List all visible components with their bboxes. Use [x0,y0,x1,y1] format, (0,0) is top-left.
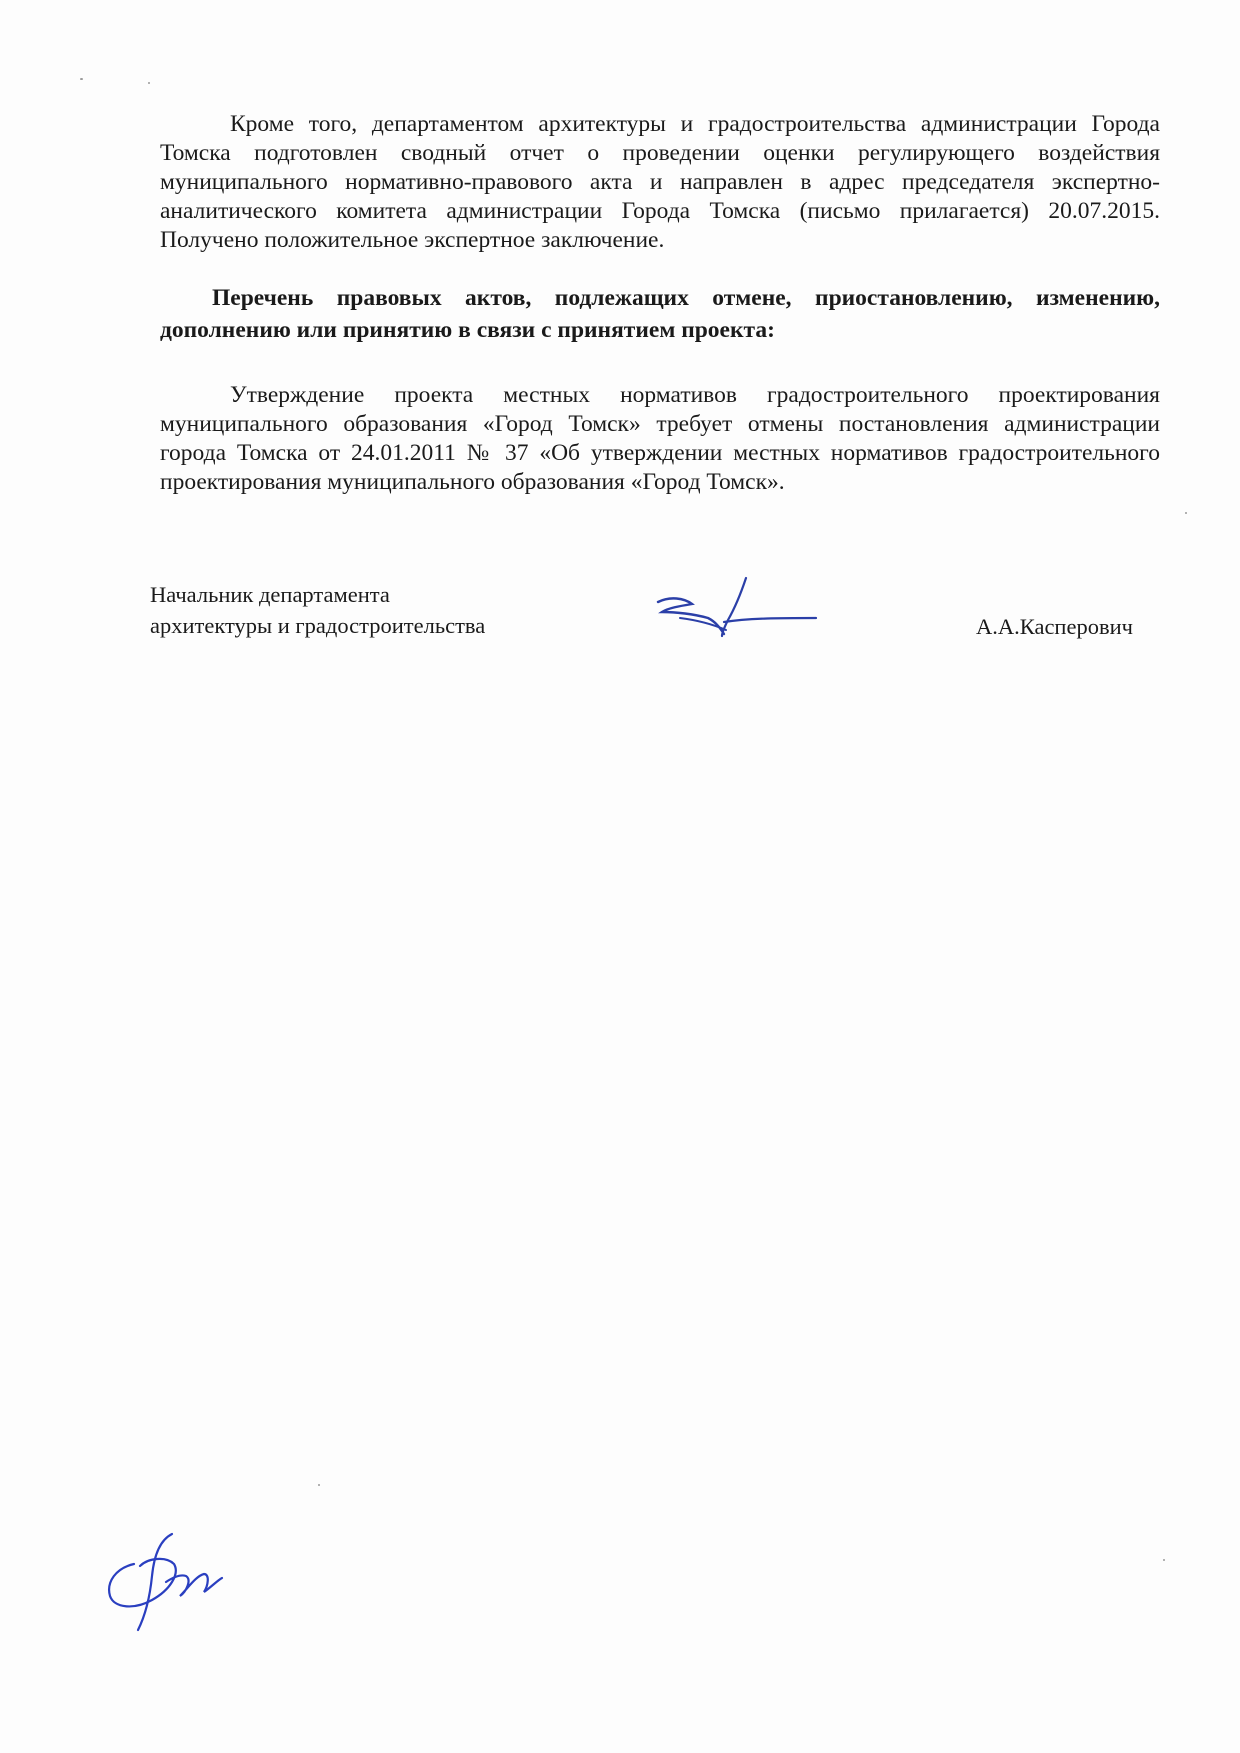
scan-speck [80,78,83,80]
scan-speck [318,1484,320,1486]
handwritten-initials-icon [100,1530,230,1635]
section-heading-legal-acts: Перечень правовых актов, подлежащих отмене, приостановлению, изменению, дополнению или принятию в связи с принятием проекта: [160,285,1160,343]
signatory-position-line-1: Начальник департамента [150,582,390,607]
signatory-position-line-2: архитектуры и градостроительства [150,613,486,638]
signatory-name: А.А.Касперович [976,614,1133,639]
paragraph-report-summary: Кроме того, департаментом архитектуры и градостроительства администрации Города Томска подготовлен сводный отчет о проведении оценки регулирующего воздействия муниципального нормативно-правового акта и направлен в адрес председателя экспертно-аналитического комитета администрации Города Томска (письмо прилагается) 20.07.2015. Получено положительное экспертное заключение. [160,111,1160,253]
paragraph-acts-to-cancel: Утверждение проекта местных нормативов градостроительного проектирования муниципального образования «Город Томск» требует отмены постановления администрации города Томска от 24.01.2011 № 37 «Об утверждении местных нормативов градостроительного проектирования муниципального образования «Город Томск». [160,382,1160,495]
handwritten-signature-icon [650,568,820,648]
signatory-position [150,579,485,641]
scan-speck [1185,512,1187,514]
scan-speck [1163,1559,1165,1561]
scan-speck [148,82,150,84]
